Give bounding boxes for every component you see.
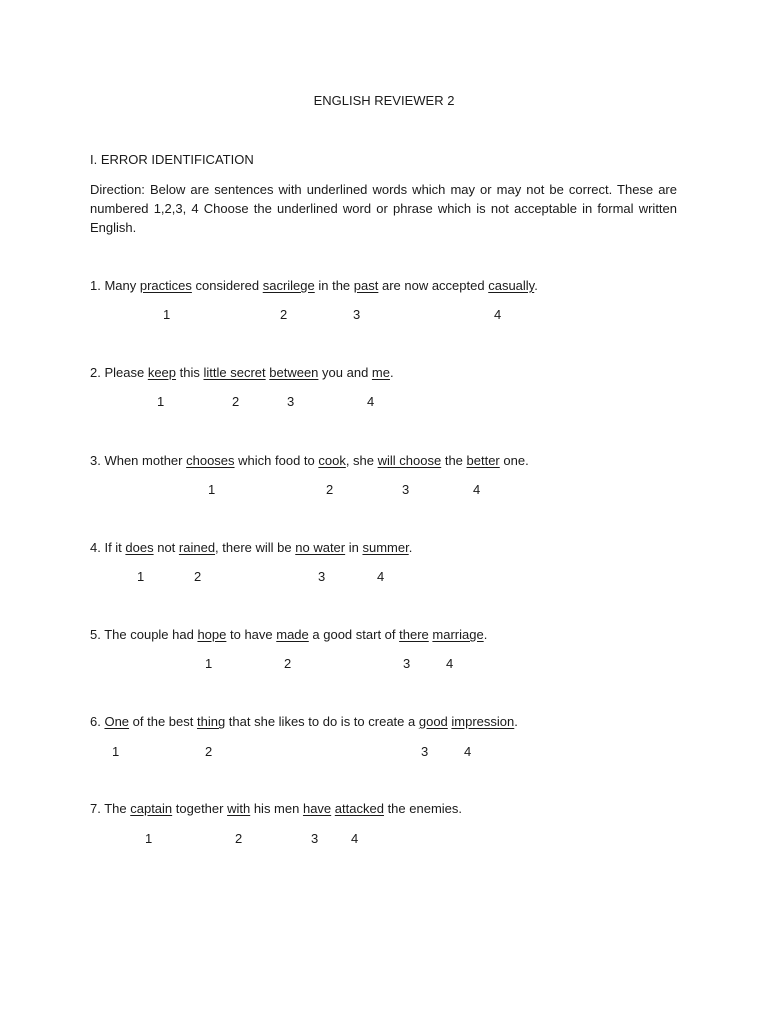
- option-number: 2: [235, 831, 243, 846]
- option-number: 4: [367, 394, 375, 409]
- sentence-text: 2. Please: [90, 365, 148, 380]
- underlined-option: chooses: [186, 453, 235, 468]
- sentence-text: , she: [345, 453, 378, 468]
- question-sentence: [90, 714, 518, 729]
- underlined-option: rained: [178, 540, 216, 555]
- underlined-option: One: [104, 714, 130, 729]
- option-number: 3: [403, 656, 411, 671]
- sentence-text: the: [441, 453, 467, 468]
- option-number: 4: [351, 831, 359, 846]
- underlined-option: with: [227, 801, 251, 816]
- underlined-option: have: [302, 801, 332, 816]
- sentence-text: in: [345, 540, 363, 555]
- option-number: 3: [421, 744, 429, 759]
- underlined-option: keep: [147, 365, 177, 380]
- sentence-text: 7. The: [90, 801, 131, 816]
- underlined-option: made: [276, 627, 309, 642]
- underlined-option: summer: [362, 540, 409, 555]
- sentence-text: to have: [226, 627, 277, 642]
- option-number: 3: [402, 482, 410, 497]
- option-number: 3: [287, 394, 295, 409]
- sentence-text: 4. If it: [90, 540, 126, 555]
- sentence-text: in the: [314, 278, 354, 293]
- question-sentence: [90, 365, 394, 380]
- sentence-text: you and: [318, 365, 372, 380]
- option-number: 4: [377, 569, 385, 584]
- sentence-text: .: [514, 714, 518, 729]
- sentence-text: one.: [499, 453, 529, 468]
- underlined-option: better: [466, 453, 500, 468]
- sentence-text: a good start of: [308, 627, 400, 642]
- underlined-option: no water: [295, 540, 346, 555]
- sentence-text: which food to: [234, 453, 319, 468]
- option-number: 2: [194, 569, 202, 584]
- option-number: 1: [157, 394, 165, 409]
- underlined-option: between: [269, 365, 319, 380]
- direction-paragraph: Direction: Below are sentences with underlined words which may or may not be correct. These are numbered 1,2,3, 4 Choose the underlined word or phrase which is not acceptable in formal written English.: [90, 182, 677, 235]
- option-number: 1: [145, 831, 153, 846]
- sentence-text: his men: [250, 801, 303, 816]
- sentence-text: this: [176, 365, 204, 380]
- option-number: 4: [464, 744, 472, 759]
- sentence-text: not: [153, 540, 179, 555]
- underlined-option: attacked: [334, 801, 384, 816]
- underlined-option: little secret: [203, 365, 266, 380]
- question-sentence: [90, 801, 462, 816]
- underlined-option: does: [125, 540, 154, 555]
- option-number: 3: [353, 307, 361, 322]
- sentence-text: are now accepted: [378, 278, 489, 293]
- underlined-option: me: [371, 365, 390, 380]
- option-number: 1: [137, 569, 145, 584]
- sentence-text: .: [534, 278, 538, 293]
- underlined-option: thing: [196, 714, 226, 729]
- option-number: 2: [280, 307, 288, 322]
- sentence-text: 3. When mother: [90, 453, 187, 468]
- option-number: 2: [205, 744, 213, 759]
- document-title: ENGLISH REVIEWER 2: [313, 93, 455, 108]
- option-number: 3: [311, 831, 319, 846]
- option-number: 4: [473, 482, 481, 497]
- sentence-text: .: [408, 540, 413, 555]
- underlined-option: there: [399, 627, 429, 642]
- question-sentence: [90, 278, 538, 293]
- sentence-text: .: [389, 365, 394, 380]
- option-number: 2: [284, 656, 292, 671]
- option-number: 3: [318, 569, 326, 584]
- underlined-option: cook: [318, 453, 346, 468]
- sentence-text: of the best: [129, 714, 197, 729]
- sentence-text: 1. Many: [90, 278, 140, 293]
- underlined-option: captain: [130, 801, 173, 816]
- underlined-option: will choose: [377, 453, 442, 468]
- question-sentence: [90, 540, 412, 555]
- option-number: 2: [326, 482, 334, 497]
- sentence-text: that she likes to do is to create a: [225, 714, 419, 729]
- underlined-option: marriage: [432, 627, 484, 642]
- sentence-text: .: [483, 627, 488, 642]
- option-number: 1: [205, 656, 213, 671]
- sentence-text: considered: [191, 278, 263, 293]
- underlined-option: sacrilege: [262, 278, 315, 293]
- sentence-text: together: [172, 801, 228, 816]
- sentence-text: , there will be: [215, 540, 296, 555]
- option-number: 1: [208, 482, 216, 497]
- sentence-text: 6.: [90, 714, 105, 729]
- underlined-option: practices: [139, 278, 192, 293]
- section-heading: I. ERROR IDENTIFICATION: [90, 152, 254, 167]
- option-number: 1: [163, 307, 171, 322]
- underlined-option: impression: [451, 714, 515, 729]
- option-number: 4: [446, 656, 454, 671]
- sentence-text: the enemies.: [383, 801, 462, 816]
- question-sentence: [90, 627, 487, 642]
- underlined-option: good: [418, 714, 448, 729]
- sentence-text: 5. The couple had: [90, 627, 198, 642]
- question-sentence: [90, 453, 529, 468]
- option-number: 2: [232, 394, 240, 409]
- underlined-option: hope: [197, 627, 227, 642]
- underlined-option: past: [353, 278, 379, 293]
- option-number: 1: [112, 744, 120, 759]
- option-number: 4: [494, 307, 502, 322]
- underlined-option: casually: [488, 278, 535, 293]
